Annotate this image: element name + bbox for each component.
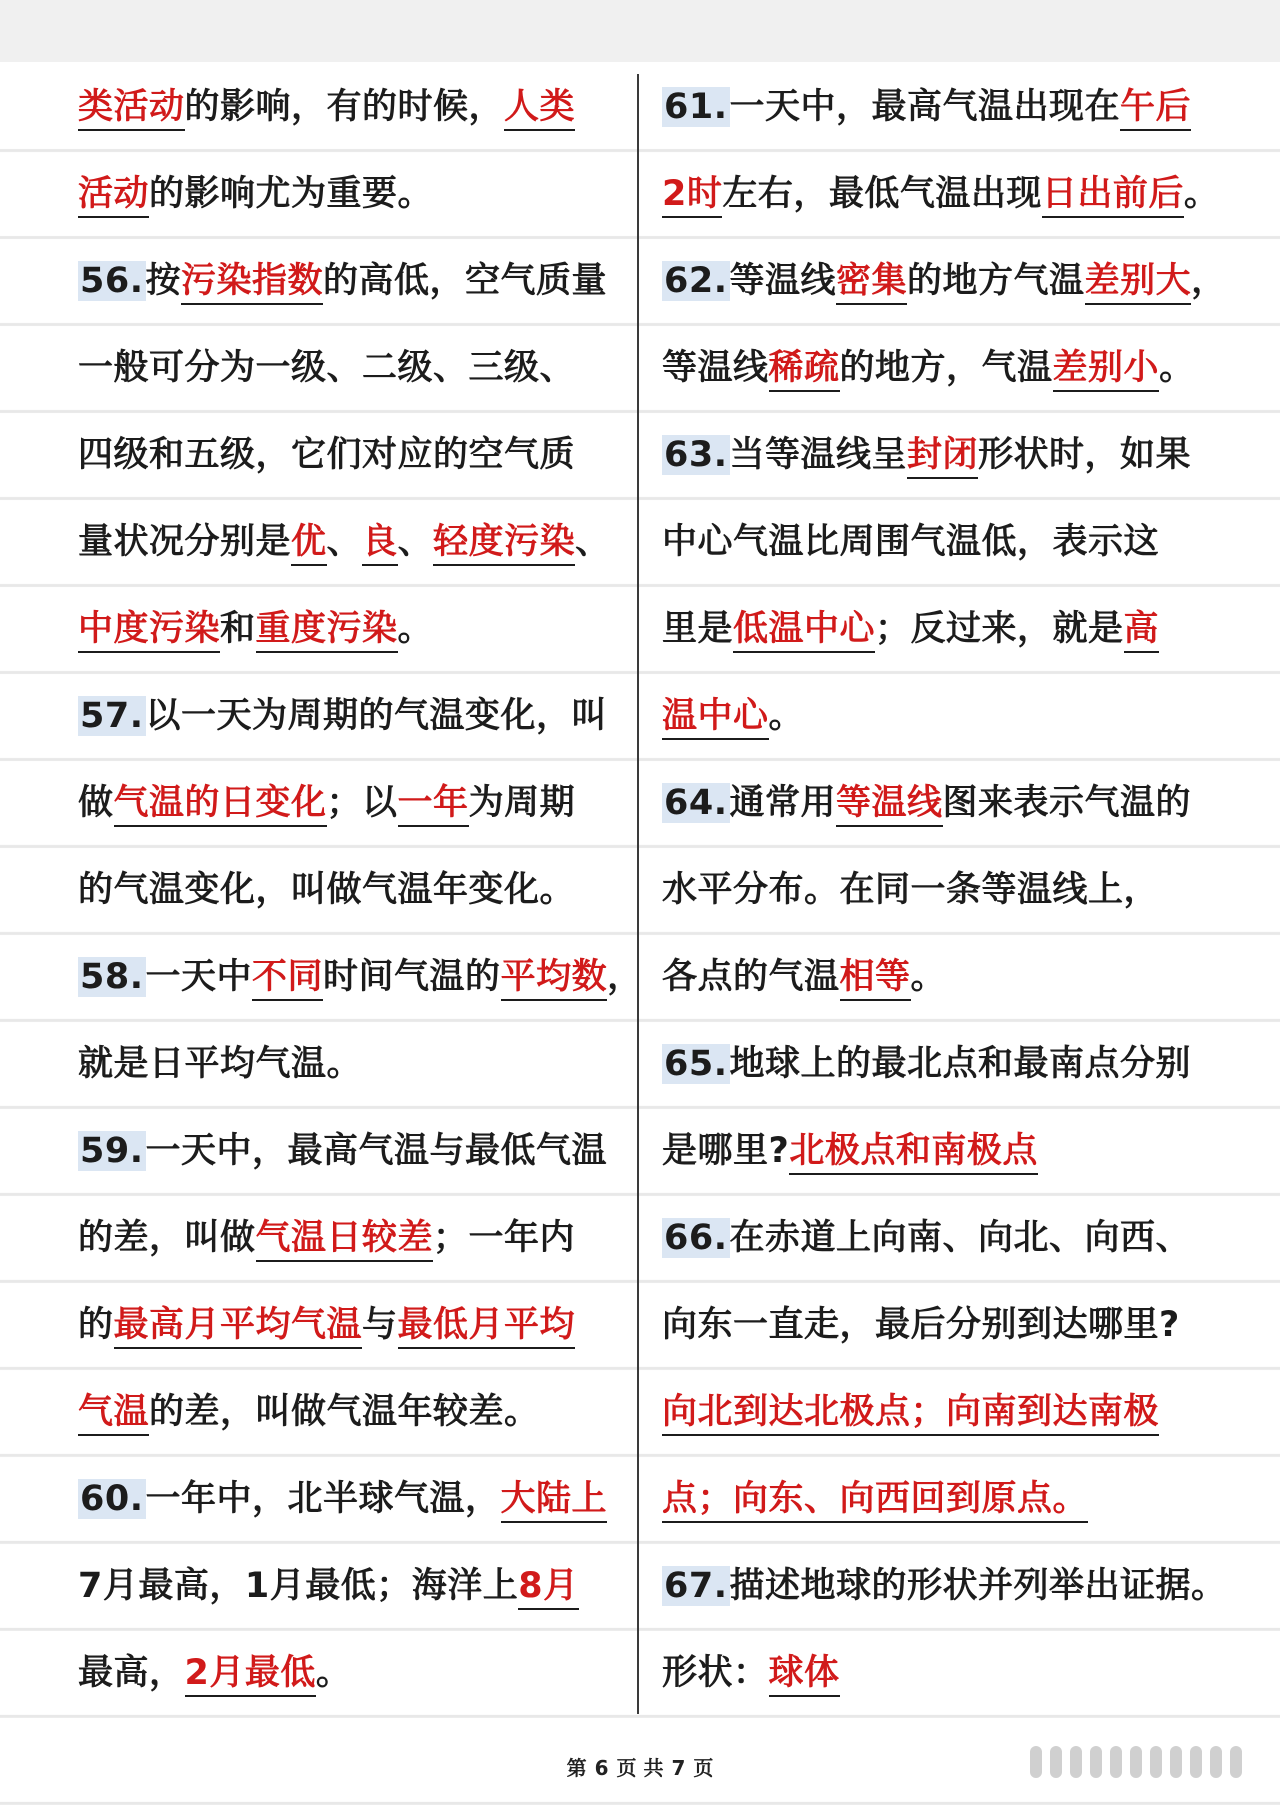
highlighted-answer: 气温日较差 — [256, 1218, 434, 1262]
left-text-line — [78, 499, 638, 586]
right-text-line — [662, 412, 1262, 499]
right-text-line — [662, 1543, 1262, 1630]
question-number: 67. — [664, 1566, 728, 1606]
highlighted-answer: 等温线 — [836, 783, 943, 827]
right-text-line — [662, 673, 1262, 760]
right-text-line — [662, 151, 1262, 238]
highlighted-answer: 良 — [362, 522, 398, 566]
left-text-line — [78, 1195, 638, 1282]
highlighted-answer: 最低月平均 — [398, 1305, 576, 1349]
left-column — [78, 64, 643, 1717]
question-number: 63. — [664, 435, 728, 475]
highlighted-answer: 2月最低 — [185, 1653, 316, 1697]
left-text-line — [78, 760, 638, 847]
text-segment: 7月最高，1月最低；海洋上 — [78, 1566, 519, 1606]
right-text-line — [662, 238, 1262, 325]
question-number: 56. — [80, 261, 144, 301]
right-text-line — [662, 1282, 1262, 1369]
left-text-line — [78, 847, 638, 934]
highlighted-answer: 低温中心 — [733, 609, 875, 653]
text-segment: 一天中，最高气温与最低气温 — [145, 1131, 608, 1171]
highlighted-answer: 向北到达北极点；向南到达南极 — [662, 1392, 1159, 1436]
text-segment: 中心气温比周围气温低，表示这 — [662, 522, 1160, 562]
footer-suffix: 页 — [693, 1756, 714, 1780]
right-text-line — [662, 64, 1262, 151]
text-segment: 一般可分为一级、二级、三级、 — [78, 348, 576, 388]
highlighted-answer: 相等 — [840, 957, 911, 1001]
text-segment: 的影响，有的时候， — [184, 87, 505, 127]
highlighted-answer: 不同 — [252, 957, 323, 1001]
text-segment: 。 — [397, 609, 434, 649]
text-segment: 。 — [910, 957, 947, 997]
right-text-line — [662, 325, 1262, 412]
text-segment: 。 — [1183, 174, 1220, 214]
text-segment: 当等温线呈 — [729, 435, 908, 475]
left-text-line — [78, 586, 638, 673]
right-text-line — [662, 760, 1262, 847]
text-segment: ， — [607, 957, 643, 997]
left-text-line — [78, 934, 643, 1021]
footer-mid: 页 共 — [616, 1756, 664, 1780]
text-segment: 里是 — [662, 609, 734, 649]
text-segment: 量状况分别是 — [78, 522, 292, 562]
text-segment: 以一天为周期的气温变化，叫 — [145, 696, 608, 736]
text-segment: 的差，叫做气温年较差。 — [149, 1392, 540, 1432]
right-text-line — [662, 499, 1262, 586]
text-segment: 的高低，空气质量 — [323, 261, 608, 301]
highlighted-answer: 封闭 — [907, 435, 978, 479]
text-segment: 的地方，气温 — [839, 348, 1053, 388]
left-text-line — [78, 238, 638, 325]
text-segment: ， — [1191, 261, 1227, 301]
left-text-line — [78, 64, 638, 151]
text-segment: 时间气温的 — [323, 957, 501, 997]
footer-prefix: 第 — [566, 1756, 587, 1780]
text-segment: 图来表示气温的 — [942, 783, 1192, 823]
highlighted-answer: 人类 — [504, 87, 575, 131]
highlighted-answer: 活动 — [78, 174, 149, 218]
text-segment: 。 — [1159, 348, 1195, 388]
text-segment: 的 — [78, 1305, 114, 1345]
highlighted-answer: 轻度污染 — [433, 522, 575, 566]
footer-total-pages: 7 — [671, 1756, 686, 1780]
highlighted-answer: 日出前后 — [1042, 174, 1184, 218]
left-text-line — [78, 1543, 638, 1630]
text-segment: 向东一直走，最后分别到达哪里? — [662, 1305, 1180, 1345]
highlighted-answer: 稀疏 — [769, 348, 840, 392]
left-text-line — [78, 1021, 638, 1108]
top-margin — [0, 0, 1280, 62]
text-segment: 一年中，北半球气温， — [145, 1479, 501, 1519]
text-segment: 做 — [78, 783, 114, 823]
text-segment: 是哪里? — [662, 1131, 790, 1171]
left-text-line — [78, 412, 638, 499]
question-number: 57. — [80, 696, 144, 736]
left-text-line — [78, 151, 638, 238]
text-segment: 。 — [315, 1653, 352, 1693]
question-number: 58. — [80, 957, 144, 997]
text-segment: 的气温变化，叫做气温年变化。 — [78, 870, 576, 910]
right-text-line — [662, 1369, 1262, 1456]
right-text-line — [662, 1630, 1262, 1717]
right-text-line — [662, 1021, 1262, 1108]
text-segment: 四级和五级，它们对应的空气质 — [78, 435, 576, 475]
question-number: 64. — [664, 783, 728, 823]
highlighted-answer: 类活动 — [78, 87, 185, 131]
left-text-line — [78, 673, 638, 760]
highlighted-answer: 点；向东、向西回到原点。 — [662, 1479, 1088, 1523]
highlighted-answer: 中度污染 — [78, 609, 220, 653]
text-segment: 、 — [575, 522, 611, 562]
highlighted-answer: 气温的日变化 — [114, 783, 327, 827]
text-segment: 。 — [768, 696, 805, 736]
left-text-line — [78, 1456, 638, 1543]
text-segment: 最高， — [78, 1653, 185, 1693]
footer-page-number: 6 — [594, 1756, 609, 1780]
text-segment: ；以 — [326, 783, 398, 823]
highlighted-answer: 8月 — [518, 1566, 578, 1610]
left-text-line — [78, 1630, 638, 1717]
question-number: 59. — [80, 1131, 144, 1171]
text-segment: 就是日平均气温。 — [78, 1044, 363, 1084]
highlighted-answer: 高 — [1124, 609, 1160, 653]
text-segment: 形状时，如果 — [978, 435, 1192, 475]
text-segment: 为周期 — [468, 783, 576, 823]
highlighted-answer: 优 — [291, 522, 327, 566]
text-segment: 等温线 — [729, 261, 837, 301]
text-segment: 按 — [145, 261, 182, 301]
text-segment: 等温线 — [662, 348, 769, 388]
text-segment: 左右，最低气温出现 — [722, 174, 1042, 214]
text-segment: ；反过来，就是 — [875, 609, 1124, 649]
question-number: 60. — [80, 1479, 144, 1519]
right-text-line — [662, 847, 1262, 934]
highlighted-answer: 北极点和南极点 — [789, 1131, 1038, 1175]
highlighted-answer: 午后 — [1120, 87, 1191, 131]
text-segment: 和 — [220, 609, 256, 649]
text-segment: 形状： — [662, 1653, 769, 1693]
text-segment: 描述地球的形状并列举出证据。 — [729, 1566, 1227, 1606]
left-text-line — [78, 1282, 638, 1369]
text-segment: ；一年内 — [433, 1218, 576, 1258]
question-number: 65. — [664, 1044, 728, 1084]
text-segment: 在赤道上向南、向北、向西、 — [729, 1218, 1192, 1258]
right-text-line — [662, 1195, 1262, 1282]
text-segment: 、 — [397, 522, 434, 562]
page-footer — [0, 1752, 1280, 1781]
text-segment: 的差，叫做 — [78, 1218, 256, 1258]
right-text-line — [662, 1108, 1262, 1195]
highlighted-answer: 温中心 — [662, 696, 769, 740]
highlighted-answer: 最高月平均气温 — [114, 1305, 363, 1349]
highlighted-answer: 平均数 — [501, 957, 608, 1001]
right-column — [662, 64, 1262, 1717]
text-segment: 、 — [326, 522, 363, 562]
left-text-line — [78, 1369, 638, 1456]
left-text-line — [78, 325, 638, 412]
highlighted-answer: 2时 — [662, 174, 722, 218]
text-segment: 的影响尤为重要。 — [149, 174, 434, 214]
question-number: 61. — [664, 87, 728, 127]
text-segment: 水平分布。在同一条等温线上， — [662, 870, 1160, 910]
right-text-line — [662, 586, 1262, 673]
highlighted-answer: 污染指数 — [181, 261, 323, 305]
text-segment: 一天中 — [145, 957, 253, 997]
highlighted-answer: 重度污染 — [256, 609, 398, 653]
highlighted-answer: 气温 — [78, 1392, 149, 1436]
question-number: 66. — [664, 1218, 728, 1258]
text-segment: 一天中，最高气温出现在 — [729, 87, 1121, 127]
right-text-line — [662, 934, 1262, 1021]
left-text-line — [78, 1108, 638, 1195]
text-segment: 各点的气温 — [662, 957, 840, 997]
highlighted-answer: 大陆上 — [501, 1479, 608, 1523]
highlighted-answer: 密集 — [836, 261, 907, 305]
highlighted-answer: 一年 — [398, 783, 469, 827]
text-segment: 通常用 — [729, 783, 837, 823]
highlighted-answer: 差别小 — [1053, 348, 1160, 392]
question-number: 62. — [664, 261, 728, 301]
text-segment: 与 — [362, 1305, 398, 1345]
text-segment: 的地方气温 — [907, 261, 1085, 301]
text-segment: 地球上的最北点和最南点分别 — [729, 1044, 1192, 1084]
highlighted-answer: 球体 — [769, 1653, 840, 1697]
highlighted-answer: 差别大 — [1085, 261, 1192, 305]
right-text-line — [662, 1456, 1262, 1543]
